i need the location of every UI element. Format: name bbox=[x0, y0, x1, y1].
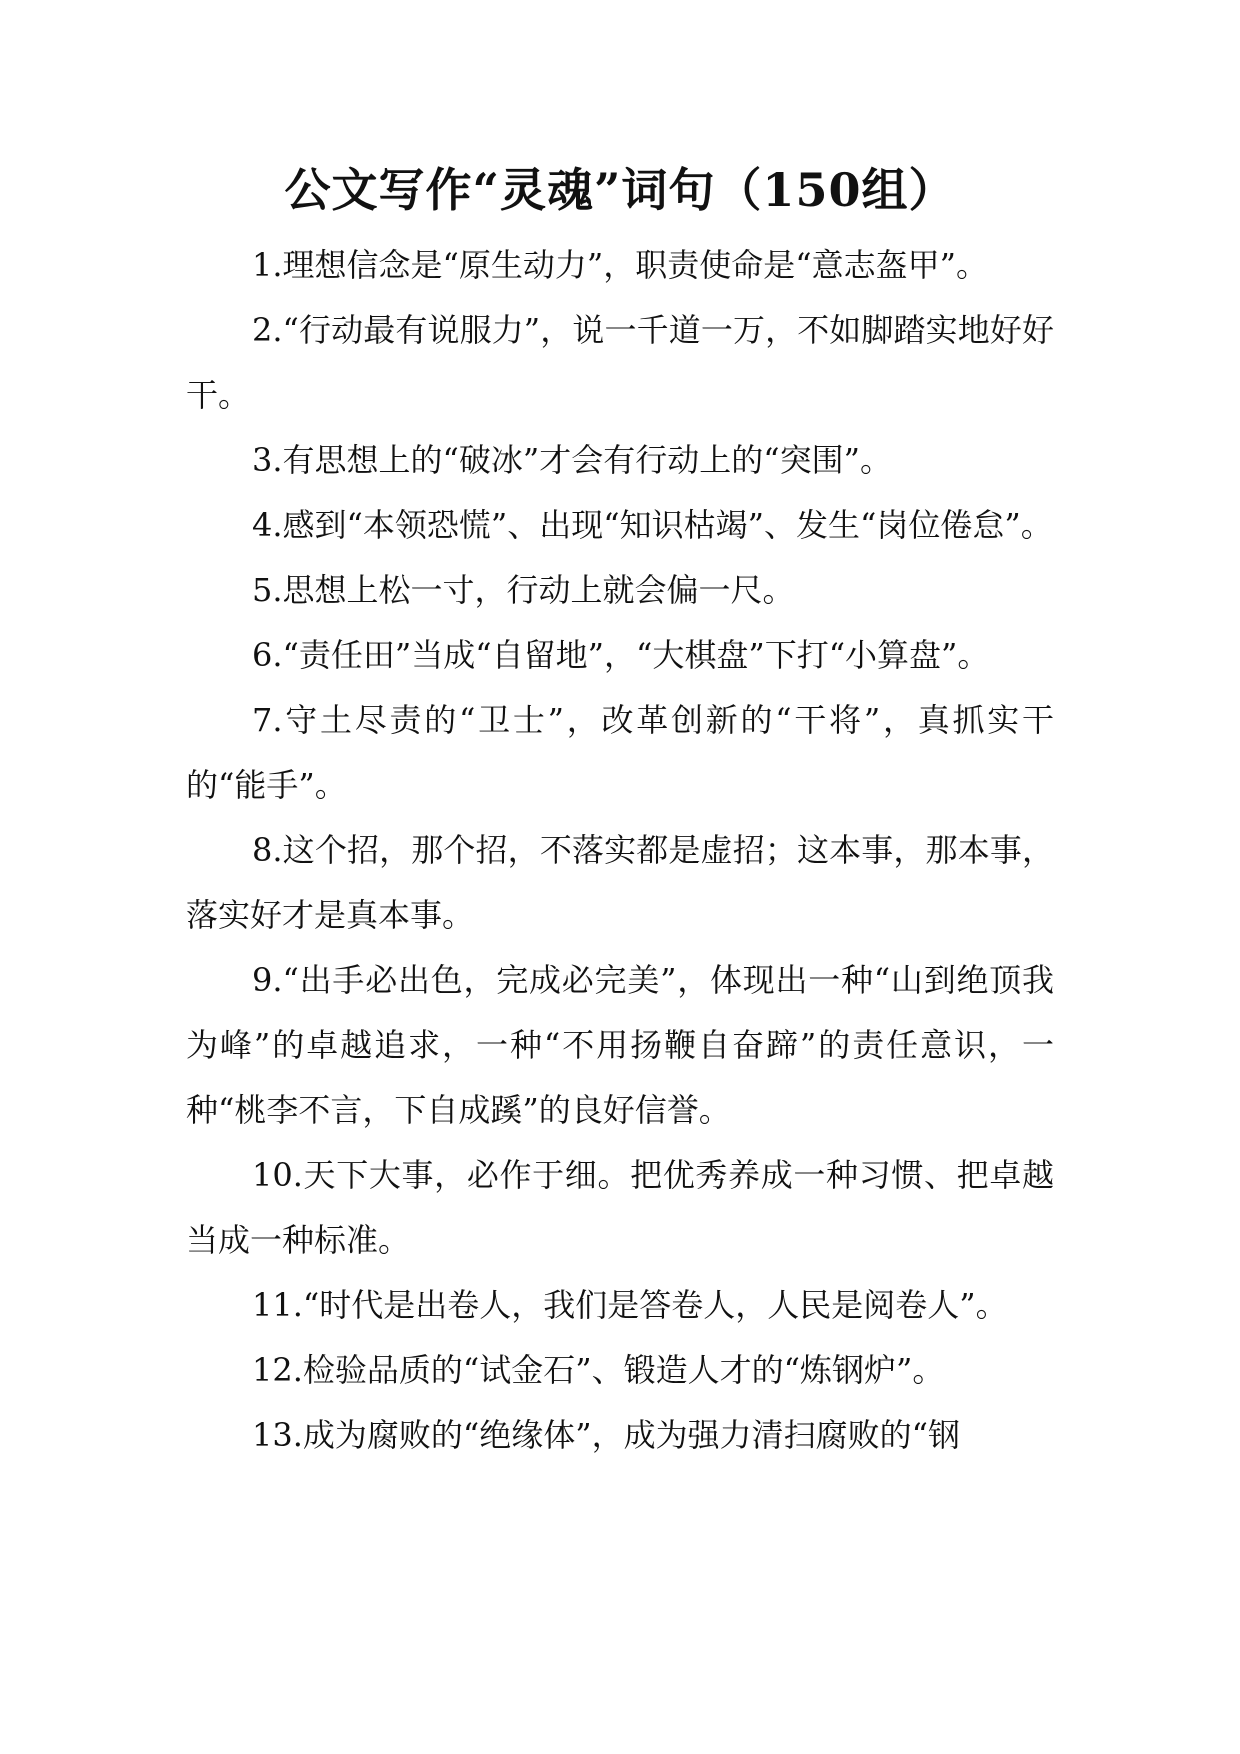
document-title: 公文写作“灵魂”词句（150组） bbox=[284, 163, 956, 217]
paragraph-2: 2.“行动最有说服力”，说一千道一万，不如脚踏实地好好干。 bbox=[186, 311, 1054, 414]
paragraph-6: 6.“责任田”当成“自留地”，“大棋盘”下打“小算盘”。 bbox=[252, 636, 990, 674]
paragraph-13: 13.成为腐败的“绝缘体”，成为强力清扫腐败的“钢 bbox=[252, 1416, 960, 1454]
paragraph-3: 3.有思想上的“破冰”才会有行动上的“突围”。 bbox=[252, 441, 892, 479]
paragraph-7: 7.守土尽责的“卫士”，改革创新的“干将”，真抓实干的“能手”。 bbox=[186, 701, 1054, 804]
paragraph-11: 11.“时代是出卷人，我们是答卷人，人民是阅卷人”。 bbox=[252, 1286, 1008, 1324]
paragraph-4: 4.感到“本领恐慌”、出现“知识枯竭”、发生“岗位倦怠”。 bbox=[252, 506, 1053, 544]
document-body bbox=[186, 233, 1054, 1468]
paragraph-12: 12.检验品质的“试金石”、锻造人才的“炼钢炉”。 bbox=[252, 1351, 945, 1389]
paragraph-5: 5.思想上松一寸，行动上就会偏一尺。 bbox=[252, 571, 795, 609]
paragraph-9: 9.“出手必出色，完成必完美”，体现出一种“山到绝顶我为峰”的卓越追求，一种“不用扬鞭自奋蹄”的责任意识，一种“桃李不言，下自成蹊”的良好信誉。 bbox=[186, 961, 1054, 1129]
paragraph-1: 1.理想信念是“原生动力”，职责使命是“意志盔甲”。 bbox=[252, 246, 988, 284]
paragraph-10: 10.天下大事，必作于细。把优秀养成一种习惯、把卓越当成一种标准。 bbox=[186, 1156, 1054, 1259]
paragraph-8: 8.这个招，那个招，不落实都是虚招；这本事，那本事，落实好才是真本事。 bbox=[186, 831, 1054, 934]
